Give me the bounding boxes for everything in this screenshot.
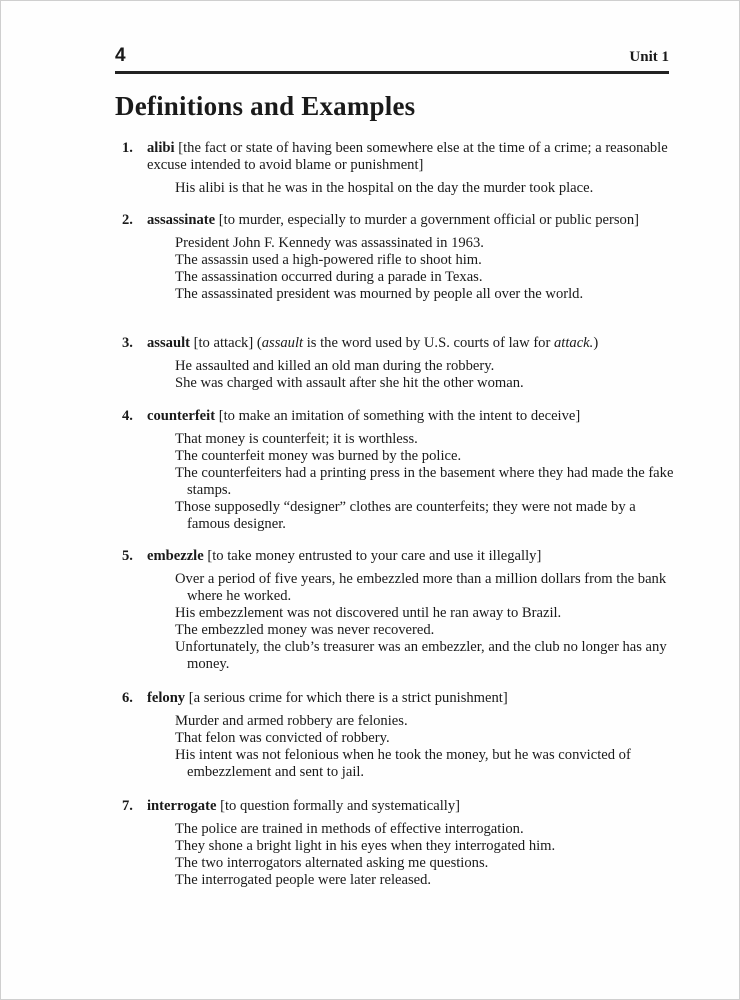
page-number: 4 [115, 45, 126, 66]
entry-definition: [to attack] [193, 335, 254, 351]
example-list [175, 821, 682, 889]
entry-number: 4. [122, 408, 133, 424]
entry-word: alibi [147, 140, 175, 156]
example-sentence: His embezzlement was not discovered until he ran away to Brazil. [175, 605, 562, 621]
entry-counterfeit [122, 408, 682, 533]
entry-word: interrogate [147, 798, 217, 814]
entry-heading [122, 798, 682, 815]
example-sentence: The two interrogators alternated asking me questions. [175, 855, 489, 871]
example-list [175, 713, 682, 781]
entry-number: 6. [122, 690, 133, 706]
example-sentence: The interrogated people were later released. [175, 872, 432, 888]
example-sentence: Murder and armed robbery are felonies. [175, 713, 408, 729]
example-sentence: The counterfeiters had a printing press in the basement where they had made the fake stamps. [175, 465, 674, 498]
entry-number: 1. [122, 140, 133, 156]
entry-number: 3. [122, 335, 133, 351]
entry-alibi [122, 140, 682, 197]
entry-interrogate [122, 798, 682, 889]
entry-word: embezzle [147, 548, 204, 564]
example-list [175, 431, 682, 533]
entry-word: counterfeit [147, 408, 216, 424]
entry-definition: [a serious crime for which there is a strict punishment] [188, 690, 508, 706]
section-title: Definitions and Examples [115, 91, 416, 121]
entry-heading [122, 212, 682, 229]
example-sentence: His intent was not felonious when he took the money, but he was convicted of embezzlement and sent to jail. [175, 747, 631, 780]
example-sentence: He assaulted and killed an old man during the robbery. [175, 358, 495, 374]
example-sentence: The counterfeit money was burned by the police. [175, 448, 462, 464]
entry-felony [122, 690, 682, 781]
entry-heading [122, 335, 682, 352]
entry-number: 7. [122, 798, 133, 814]
example-sentence: That money is counterfeit; it is worthless. [175, 431, 418, 447]
example-sentence: Unfortunately, the club’s treasurer was an embezzler, and the club no longer has any money. [175, 639, 667, 672]
example-sentence: They shone a bright light in his eyes when they interrogated him. [175, 838, 556, 854]
entry-heading [122, 548, 682, 565]
unit-label: Unit 1 [629, 49, 669, 65]
example-sentence: President John F. Kennedy was assassinated in 1963. [175, 235, 484, 251]
page-header [115, 45, 669, 74]
entry-definition: [to question formally and systematically] [220, 798, 461, 814]
entry-embezzle [122, 548, 682, 673]
example-sentence: The assassin used a high-powered rifle to shoot him. [175, 252, 482, 268]
example-sentence: That felon was convicted of robbery. [175, 730, 390, 746]
example-sentence: The police are trained in methods of effective interrogation. [175, 821, 524, 837]
example-list [175, 180, 682, 197]
entry-heading [122, 690, 682, 707]
example-sentence: The assassination occurred during a parade in Texas. [175, 269, 483, 285]
entry-number: 5. [122, 548, 133, 564]
entry-definition: [the fact or state of having been somewhere else at the time of a crime; a reasonable excuse intended to avoid blame or punishment] [147, 140, 668, 173]
example-sentence: Those supposedly “designer” clothes are counterfeits; they were not made by a famous designer. [175, 499, 636, 532]
entry-definition: [to murder, especially to murder a government official or public person] [218, 212, 639, 228]
example-sentence: She was charged with assault after she hit the other woman. [175, 375, 524, 391]
usage-note: (assault is the word used by U.S. courts of law for attack.) [256, 335, 599, 351]
example-list [175, 235, 682, 303]
example-sentence: Over a period of five years, he embezzled more than a million dollars from the bank where he worked. [175, 571, 667, 604]
example-sentence: The assassinated president was mourned by people all over the world. [175, 286, 584, 302]
example-list [175, 571, 682, 673]
entry-assassinate [122, 212, 682, 303]
entry-word: felony [147, 690, 186, 706]
example-sentence: His alibi is that he was in the hospital on the day the murder took place. [175, 180, 594, 196]
entry-number: 2. [122, 212, 133, 228]
entry-definition: [to take money entrusted to your care and use it illegally] [207, 548, 542, 564]
entry-heading [122, 408, 682, 425]
entry-word: assault [147, 335, 190, 351]
entry-heading [122, 140, 682, 174]
entry-definition: [to make an imitation of something with the intent to deceive] [218, 408, 581, 424]
example-sentence: The embezzled money was never recovered. [175, 622, 435, 638]
entry-word: assassinate [147, 212, 216, 228]
example-list [175, 358, 682, 392]
entry-assault [122, 335, 682, 392]
